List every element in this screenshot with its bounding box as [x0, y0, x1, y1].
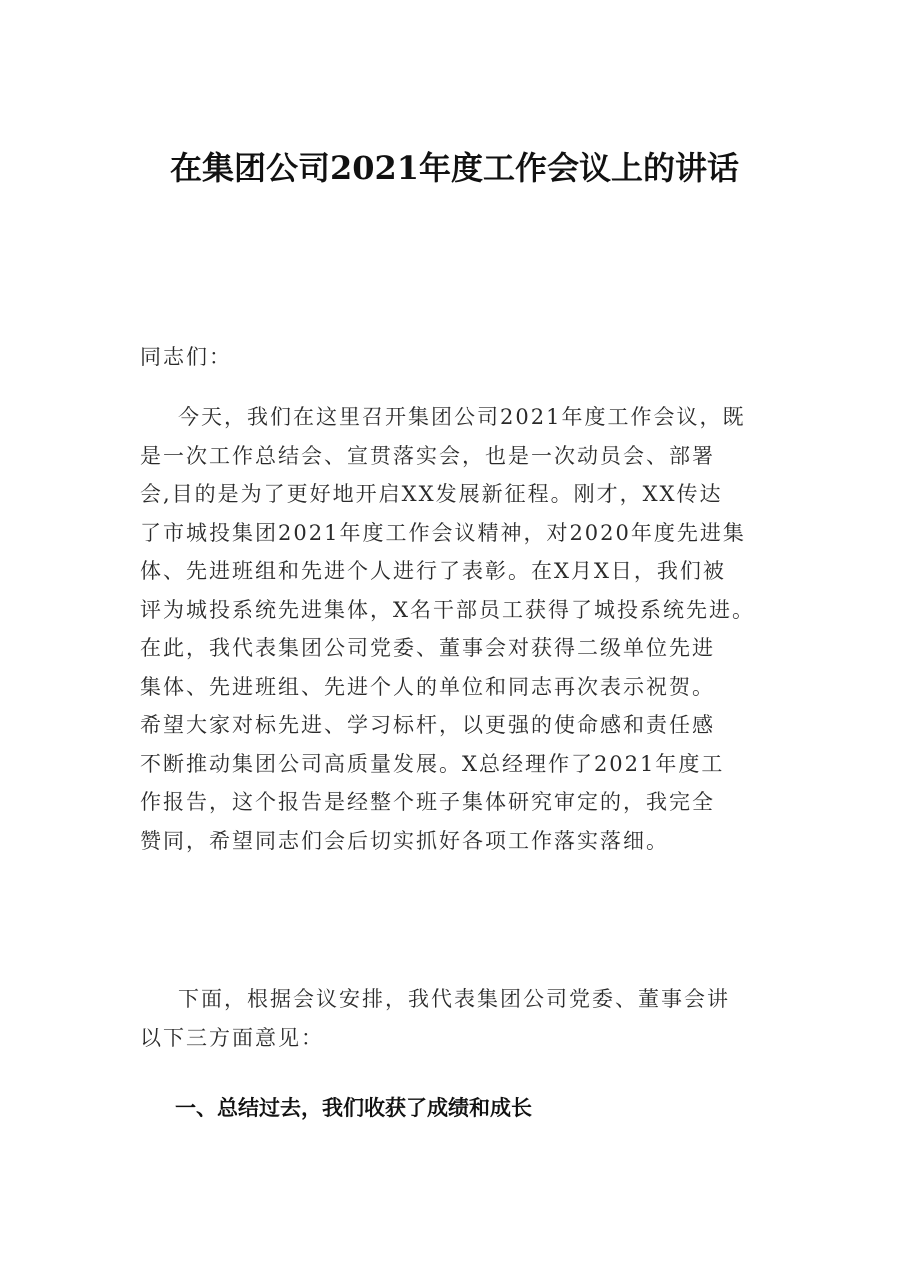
paragraph-line: 了市城投集团2021年度工作会议精神，对2020年度先进集: [140, 520, 746, 545]
paragraph-line: 是一次工作总结会、宣贯落实会，也是一次动员会、部署: [140, 443, 715, 468]
paragraph-line: 集体、先进班组、先进个人的单位和同志再次表示祝贺。: [140, 674, 715, 699]
paragraph-line: 在此，我代表集团公司党委、董事会对获得二级单位先进: [140, 636, 715, 660]
paragraph-line: 作报告，这个报告是经整个班子集体研究审定的，我完全: [140, 790, 715, 814]
paragraph-line: 会,目的是为了更好地开启XX发展新征程。刚才，XX传达: [140, 482, 723, 506]
paragraph-line: 赞同，希望同志们会后切实抓好各项工作落实落细。: [140, 828, 669, 853]
salutation: 同志们：: [140, 345, 232, 369]
paragraph-line: 不断推动集团公司高质量发展。X总经理作了2021年度工: [140, 751, 725, 776]
paragraph-agenda: [140, 980, 780, 1057]
paragraph-line: 今天，我们在这里召开集团公司2021年度工作会议，既: [178, 405, 746, 429]
paragraph-line: 体、先进班组和先进个人进行了表彰。在X月X日，我们被: [140, 559, 726, 583]
section-heading: 一、总结过去，我们收获了成绩和成长: [175, 1096, 532, 1120]
paragraph-line: 下面，根据会议安排，我代表集团公司党委、董事会讲: [178, 987, 730, 1011]
paragraph-line: 希望大家对标先进、学习标杆，以更强的使命感和责任感: [140, 713, 715, 737]
document-title: 在集团公司2021年度工作会议上的讲话: [169, 149, 740, 187]
paragraph-opening: [140, 398, 780, 860]
paragraph-line: 以下三方面意见：: [140, 1025, 324, 1050]
paragraph-line: 评为城投系统先进集体，X名干部员工获得了城投系统先进。: [140, 597, 755, 622]
